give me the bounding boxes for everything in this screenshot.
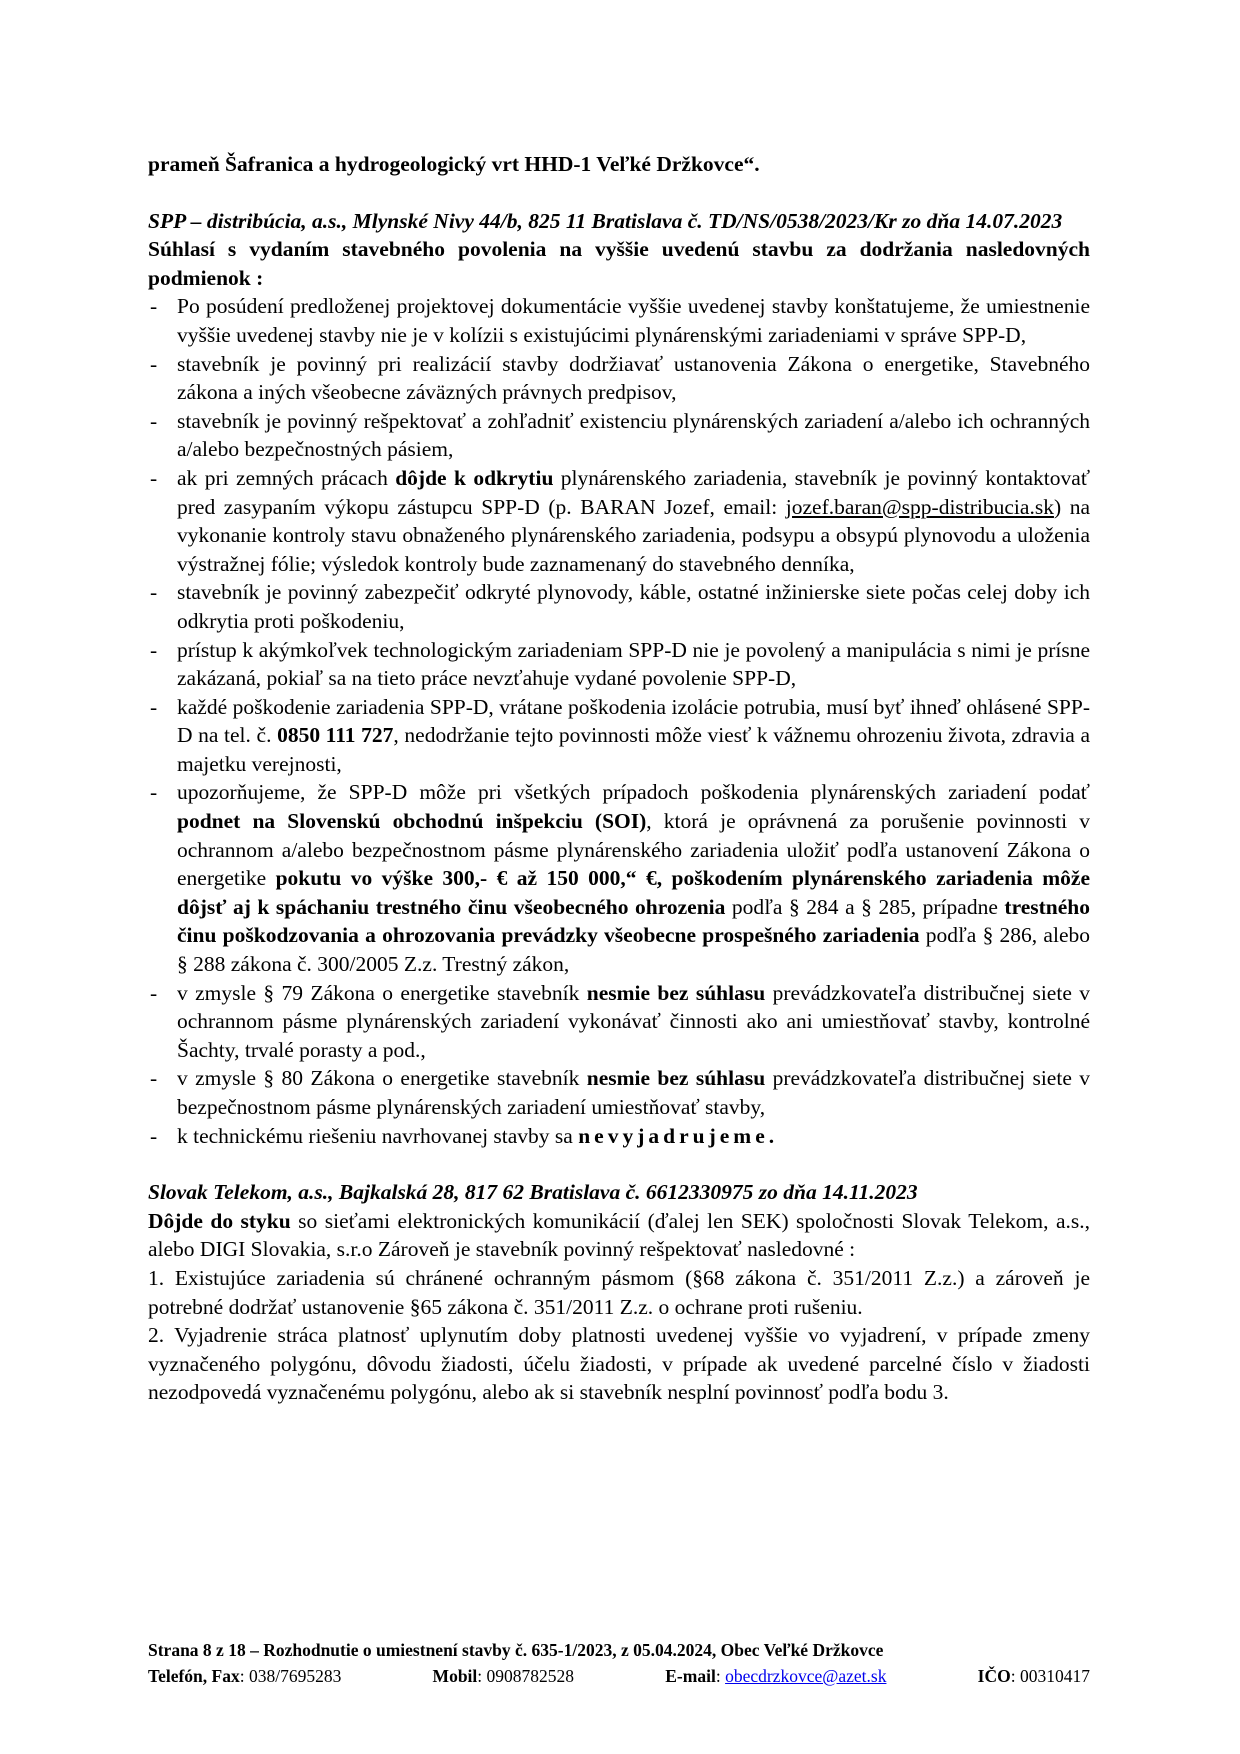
item-text: upozorňujeme, že SPP-D môže pri všetkých prípadoch poškodenia plynárenských zariadení podať	[177, 780, 1090, 805]
telekom-point-2: 2. Vyjadrenie stráca platnosť uplynutím doby platnosti uvedenej vyššie vo vyjadrení, v prípade zmeny vyznačeného polygónu, dôvodu žiadosti, účelu žiadosti, v prípade ak uvedené parcelné číslo v žiadosti nezodpovedá vyznačenému polygónu, alebo ak si stavebník nesplní povinnosť podľa bodu 3.	[148, 1323, 1090, 1405]
list-item: - prístup k akýmkoľvek technologickým zariadeniam SPP-D nie je povolený a manipulácia s nimi je prísne zakázaná, pokiaľ sa na tieto práce nevzťahuje vydané povolenie SPP-D,	[148, 636, 1090, 693]
phone-number: 0850 111 727	[277, 723, 394, 748]
item-bold-spaced: nevyjadrujeme.	[578, 1123, 779, 1148]
item-text: prevádzkovateľa distribučnej siete v bezpečnostnom pásme plynárenských zariadení umiestňovať stavby,	[177, 1066, 1091, 1119]
spacer	[148, 1150, 1090, 1178]
footer-mobile	[433, 1663, 574, 1689]
footer-phone	[148, 1663, 341, 1689]
footer-email-link[interactable]: obecdrzkovce@azet.sk	[725, 1666, 887, 1686]
item-bold: nesmie bez súhlasu	[586, 980, 766, 1005]
item-text: podľa § 284 a § 285, prípadne	[725, 894, 1005, 919]
item-text: ) na vykonanie kontroly stavu obnaženého plynárenského zariadenia, podsypu a obsypú plynovodu a uloženia výstražnej fólie; výsledok kontroly bude zaznamenaný do stavebného denníka,	[177, 494, 1090, 576]
item-text: , ktorá je oprávnená za porušenie povinnosti v ochrannom a/alebo bezpečnostnom pásme plynárenského zariadenia uložiť podľa ustanovení Zákona o energetike	[177, 809, 1090, 891]
list-item	[148, 979, 1090, 1065]
footer-ico	[978, 1663, 1090, 1689]
telekom-point-1: 1. Existujúce zariadenia sú chránené ochranným pásmom (§68 zákona č. 351/2011 Z.z.) a zároveň je potrebné dodržať ustanovenie §65 zákona č. 351/2011 Z.z. o ochrane proti rušeniu.	[148, 1265, 1090, 1319]
list-item	[148, 1064, 1090, 1121]
footer-phone-label: Telefón, Fax	[148, 1666, 240, 1686]
item-text: v zmysle § 79 Zákona o energetike stavebník	[177, 980, 587, 1005]
footer-page-info: Strana 8 z 18 – Rozhodnutie o umiestnení stavby č. 635-1/2023, z 05.04.2024, Obec Veľké Držkovce	[148, 1640, 884, 1660]
footer-email	[665, 1663, 886, 1689]
list-item: - Po posúdení predloženej projektovej dokumentácie vyššie uvedenej stavby konštatujeme, že umiestnenie vyššie uvedenej stavby nie je v kolízii s existujúcimi plynárenskými zariadeniami v správe SPP-D,	[148, 292, 1090, 349]
spacer	[148, 179, 1090, 207]
item-text: ak pri zemných prácach	[177, 465, 396, 490]
telekom-heading: Slovak Telekom, a.s., Bajkalská 28, 817 62 Bratislava č. 6612330975 zo dňa 14.11.2023	[148, 1180, 918, 1205]
footer-ico-value: : 00310417	[1010, 1666, 1090, 1686]
item-text: podľa § 286, alebo § 288 zákona č. 300/2005 Z.z. Trestný zákon,	[177, 923, 1090, 977]
footer-mobile-value: : 0908782528	[477, 1666, 575, 1686]
item-bold: Dôjde do styku	[148, 1208, 291, 1233]
item-text: so sieťami elektronických komunikácií (ďalej len SEK) spoločnosti Slovak Telekom, a.s., alebo DIGI Slovakia, s.r.o Zároveň je stavebník povinný rešpektovať nasledovné :	[148, 1208, 1090, 1262]
footer-email-sep: :	[715, 1666, 726, 1686]
list-item	[148, 693, 1090, 779]
document-page	[148, 150, 1090, 1407]
intro-line: prameň Šafranica a hydrogeologický vrt HHD-1 Veľké Držkovce“.	[148, 152, 760, 176]
spp-heading: SPP – distribúcia, a.s., Mlynské Nivy 44/b, 825 11 Bratislava č. TD/NS/0538/2023/Kr zo dňa 14.07.2023	[148, 208, 1063, 233]
item-bold: pokutu vo výške 300,- € až 150 000,“ €, poškodením plynárenského zariadenia môže dôjsť aj k spáchaniu trestného činu všeobecného ohrozenia	[177, 866, 1091, 919]
list-item	[148, 464, 1090, 578]
item-text: prevádzkovateľa distribučnej siete v ochrannom pásme plynárenských zariadení vykonávať činnosti ako ani umiestňovať stavby, kontrolné Šachty, trvalé porasty a pod.,	[177, 980, 1091, 1062]
page-footer	[148, 1637, 1090, 1689]
footer-email-label: E-mail	[665, 1666, 716, 1686]
item-text: k technickému riešeniu navrhovanej stavby sa	[177, 1123, 579, 1148]
spp-consent: Súhlasí s vydaním stavebného povolenia na vyššie uvedenú stavbu za dodržania nasledovných podmienok :	[148, 237, 1090, 290]
item-bold: trestného činu poškodzovania a ohrozovania prevádzky všeobecne prospešného zariadenia	[177, 894, 1090, 948]
list-item: - stavebník je povinný zabezpečiť odkryté plynovody, káble, ostatné inžinierske siete počas celej doby ich odkrytia proti poškodeniu,	[148, 578, 1090, 635]
item-bold: nesmie bez súhlasu	[586, 1066, 766, 1091]
list-item	[148, 778, 1090, 978]
item-text: plynárenského zariadenia, stavebník je povinný kontaktovať pred zasypaním výkopu zástupcu SPP-D (p. BARAN Jozef, email:	[177, 465, 1091, 519]
item-text: , nedodržanie tejto povinnosti môže viesť k vážnemu ohrozeniu života, zdravia a majetku verejnosti,	[177, 723, 1090, 776]
item-text: každé poškodenie zariadenia SPP-D, vrátane poškodenia izolácie potrubia, musí byť ihneď ohlásené SPP-D na tel. č.	[177, 694, 1090, 748]
list-item	[148, 1122, 1090, 1151]
footer-mobile-label: Mobil	[432, 1666, 478, 1686]
footer-ico-label: IČO	[977, 1666, 1011, 1686]
list-item: - stavebník je povinný rešpektovať a zohľadniť existenciu plynárenských zariadení a/alebo ich ochranných a/alebo bezpečnostných pásiem,	[148, 407, 1090, 464]
item-bold: dôjde k odkrytiu	[395, 465, 554, 490]
spp-conditions-list	[148, 292, 1090, 1150]
list-item: - stavebník je povinný pri realizácií stavby dodržiavať ustanovenia Zákona o energetike, Stavebného zákona a iných všeobecne záväzných právnych predpisov,	[148, 350, 1090, 407]
footer-phone-value: : 038/7695283	[239, 1666, 342, 1686]
item-bold: podnet na Slovenskú obchodnú inšpekciu (SOI)	[177, 809, 647, 834]
email-link[interactable]: jozef.baran@spp-distribucia.sk	[785, 494, 1054, 519]
telekom-paragraph	[148, 1207, 1090, 1264]
item-text: v zmysle § 80 Zákona o energetike stavebník	[177, 1066, 587, 1091]
footer-contacts	[148, 1663, 1090, 1689]
